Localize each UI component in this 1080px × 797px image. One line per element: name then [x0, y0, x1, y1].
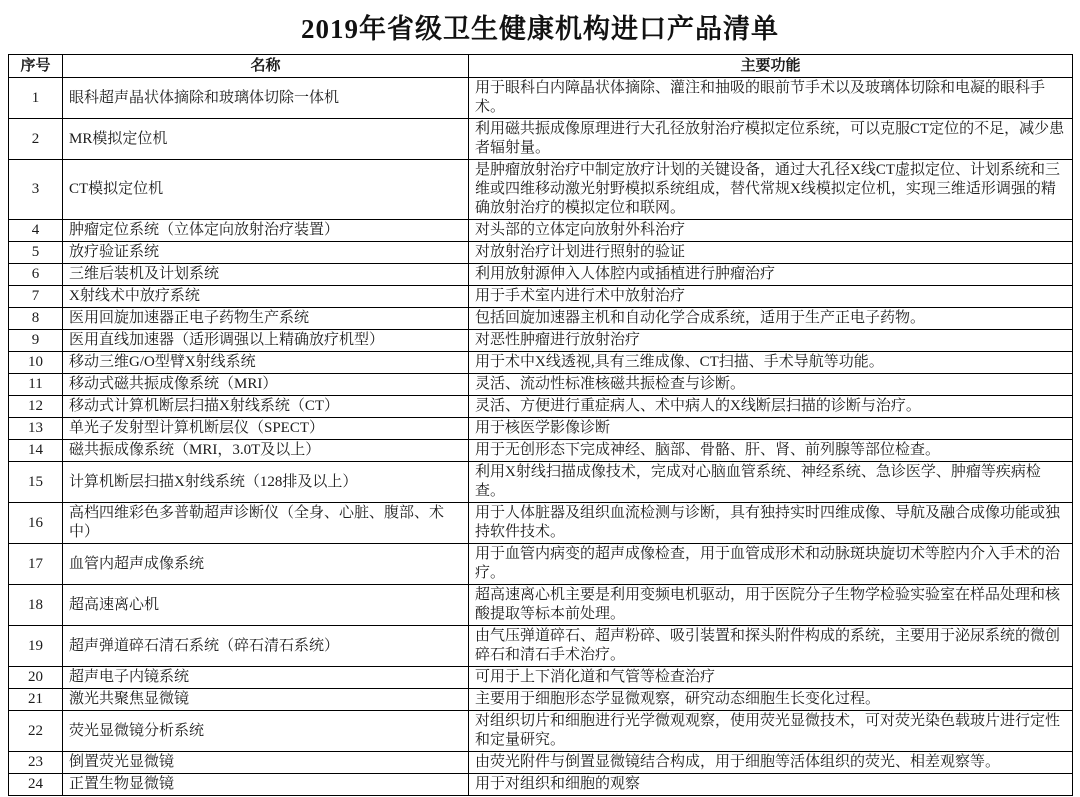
product-function-cell: 由荧光附件与倒置显微镜结合构成，用于细胞等活体组织的荧光、相差观察等。	[469, 752, 1073, 774]
product-function-cell: 对组织切片和细胞进行光学微观观察，使用荧光显微技术，可对荧光染色载玻片进行定性和定量研究。	[469, 711, 1073, 752]
table-row	[9, 752, 1073, 774]
product-function-cell: 利用磁共振成像原理进行大孔径放射治疗模拟定位系统，可以克服CT定位的不足，减少患者辐射量。	[469, 119, 1073, 160]
row-number-cell: 2	[9, 119, 63, 160]
product-function-cell: 用于人体脏器及组织血流检测与诊断，具有独持实时四维成像、导航及融合成像功能或独持软件技术。	[469, 503, 1073, 544]
product-name-cell: 超高速离心机	[63, 585, 469, 626]
row-number-cell: 11	[9, 374, 63, 396]
table-row	[9, 352, 1073, 374]
row-number-cell: 19	[9, 626, 63, 667]
row-number-cell: 22	[9, 711, 63, 752]
product-name-cell: 医用回旋加速器正电子药物生产系统	[63, 308, 469, 330]
product-name-cell: 超声弹道碎石清石系统（碎石清石系统）	[63, 626, 469, 667]
row-number-cell: 17	[9, 544, 63, 585]
row-number-cell: 13	[9, 418, 63, 440]
product-function-cell: 用于眼科白内障晶状体摘除、灌注和抽吸的眼前节手术以及玻璃体切除和电凝的眼科手术。	[469, 78, 1073, 119]
table-row	[9, 418, 1073, 440]
product-name-cell: 眼科超声晶状体摘除和玻璃体切除一体机	[63, 78, 469, 119]
product-name-cell: 医用直线加速器（适形调强以上精确放疗机型）	[63, 330, 469, 352]
product-name-cell: 血管内超声成像系统	[63, 544, 469, 585]
product-function-cell: 可用于上下消化道和气管等检查治疗	[469, 667, 1073, 689]
product-name-cell: 高档四维彩色多普勒超声诊断仪（全身、心脏、腹部、术中）	[63, 503, 469, 544]
table-row	[9, 711, 1073, 752]
product-name-cell: 放疗验证系统	[63, 242, 469, 264]
table-row	[9, 544, 1073, 585]
product-function-cell: 用于术中X线透视,具有三维成像、CT扫描、手术导航等功能。	[469, 352, 1073, 374]
product-name-cell: 计算机断层扫描X射线系统（128排及以上）	[63, 462, 469, 503]
column-header-name: 名称	[63, 55, 469, 78]
table-row	[9, 374, 1073, 396]
table-row	[9, 308, 1073, 330]
row-number-cell: 15	[9, 462, 63, 503]
product-function-cell: 用于无创形态下完成神经、脑部、骨骼、肝、肾、前列腺等部位检查。	[469, 440, 1073, 462]
product-function-cell: 主要用于细胞形态学显微观察，研究动态细胞生长变化过程。	[469, 689, 1073, 711]
row-number-cell: 8	[9, 308, 63, 330]
product-function-cell: 用于血管内病变的超声成像检查，用于血管成形术和动脉斑块旋切术等腔内介入手术的治疗。	[469, 544, 1073, 585]
product-function-cell: 包括回旋加速器主机和自动化学合成系统，适用于生产正电子药物。	[469, 308, 1073, 330]
product-name-cell: 移动式计算机断层扫描X射线系统（CT）	[63, 396, 469, 418]
product-function-cell: 由气压弹道碎石、超声粉碎、吸引装置和探头附件构成的系统，主要用于泌尿系统的微创碎石和清石手术治疗。	[469, 626, 1073, 667]
row-number-cell: 24	[9, 774, 63, 796]
table-row	[9, 330, 1073, 352]
product-function-cell: 利用X射线扫描成像技术，完成对心脑血管系统、神经系统、急诊医学、肿瘤等疾病检查。	[469, 462, 1073, 503]
row-number-cell: 4	[9, 220, 63, 242]
product-function-cell: 是肿瘤放射治疗中制定放疗计划的关键设备，通过大孔径X线CT虚拟定位、计划系统和三维或四维移动激光射野模拟系统组成，替代常规X线模拟定位机，实现三维适形调强的精确放射治疗的模拟定位和联网。	[469, 160, 1073, 220]
product-name-cell: 移动式磁共振成像系统（MRI）	[63, 374, 469, 396]
row-number-cell: 14	[9, 440, 63, 462]
product-name-cell: 磁共振成像系统（MRI，3.0T及以上）	[63, 440, 469, 462]
table-header-row	[9, 55, 1073, 78]
row-number-cell: 21	[9, 689, 63, 711]
column-header-no: 序号	[9, 55, 63, 78]
column-header-function: 主要功能	[469, 55, 1073, 78]
product-name-cell: 超声电子内镜系统	[63, 667, 469, 689]
product-name-cell: 正置生物显微镜	[63, 774, 469, 796]
product-name-cell: MR模拟定位机	[63, 119, 469, 160]
row-number-cell: 12	[9, 396, 63, 418]
product-name-cell: 移动三维G/O型臂X射线系统	[63, 352, 469, 374]
row-number-cell: 9	[9, 330, 63, 352]
product-name-cell: 三维后装机及计划系统	[63, 264, 469, 286]
product-function-cell: 超高速离心机主要是利用变频电机驱动，用于医院分子生物学检验实验室在样品处理和核酸提取等标本前处理。	[469, 585, 1073, 626]
row-number-cell: 18	[9, 585, 63, 626]
table-row	[9, 585, 1073, 626]
product-name-cell: 倒置荧光显微镜	[63, 752, 469, 774]
table-row	[9, 220, 1073, 242]
product-name-cell: 激光共聚焦显微镜	[63, 689, 469, 711]
row-number-cell: 23	[9, 752, 63, 774]
table-row	[9, 667, 1073, 689]
table-row	[9, 264, 1073, 286]
product-function-cell: 用于对组织和细胞的观察	[469, 774, 1073, 796]
product-name-cell: CT模拟定位机	[63, 160, 469, 220]
product-function-cell: 对头部的立体定向放射外科治疗	[469, 220, 1073, 242]
table-row	[9, 503, 1073, 544]
product-function-cell: 灵活、方便进行重症病人、术中病人的X线断层扫描的诊断与治疗。	[469, 396, 1073, 418]
row-number-cell: 20	[9, 667, 63, 689]
import-products-table	[8, 54, 1073, 796]
row-number-cell: 6	[9, 264, 63, 286]
row-number-cell: 1	[9, 78, 63, 119]
table-row	[9, 242, 1073, 264]
row-number-cell: 5	[9, 242, 63, 264]
page-title: 2019年省级卫生健康机构进口产品清单	[301, 14, 779, 44]
product-name-cell: 肿瘤定位系统（立体定向放射治疗装置）	[63, 220, 469, 242]
product-function-cell: 用于手术室内进行术中放射治疗	[469, 286, 1073, 308]
product-function-cell: 灵活、流动性标准核磁共振检查与诊断。	[469, 374, 1073, 396]
product-name-cell: X射线术中放疗系统	[63, 286, 469, 308]
product-name-cell: 荧光显微镜分析系统	[63, 711, 469, 752]
product-name-cell: 单光子发射型计算机断层仪（SPECT）	[63, 418, 469, 440]
product-function-cell: 用于核医学影像诊断	[469, 418, 1073, 440]
table-row	[9, 440, 1073, 462]
product-function-cell: 利用放射源伸入人体腔内或插植进行肿瘤治疗	[469, 264, 1073, 286]
table-row	[9, 160, 1073, 220]
product-function-cell: 对放射治疗计划进行照射的验证	[469, 242, 1073, 264]
table-row	[9, 286, 1073, 308]
table-row	[9, 689, 1073, 711]
table-row	[9, 396, 1073, 418]
table-row	[9, 774, 1073, 796]
table-row	[9, 78, 1073, 119]
table-row	[9, 462, 1073, 503]
row-number-cell: 3	[9, 160, 63, 220]
table-row	[9, 119, 1073, 160]
row-number-cell: 10	[9, 352, 63, 374]
product-function-cell: 对恶性肿瘤进行放射治疗	[469, 330, 1073, 352]
table-row	[9, 626, 1073, 667]
row-number-cell: 16	[9, 503, 63, 544]
row-number-cell: 7	[9, 286, 63, 308]
